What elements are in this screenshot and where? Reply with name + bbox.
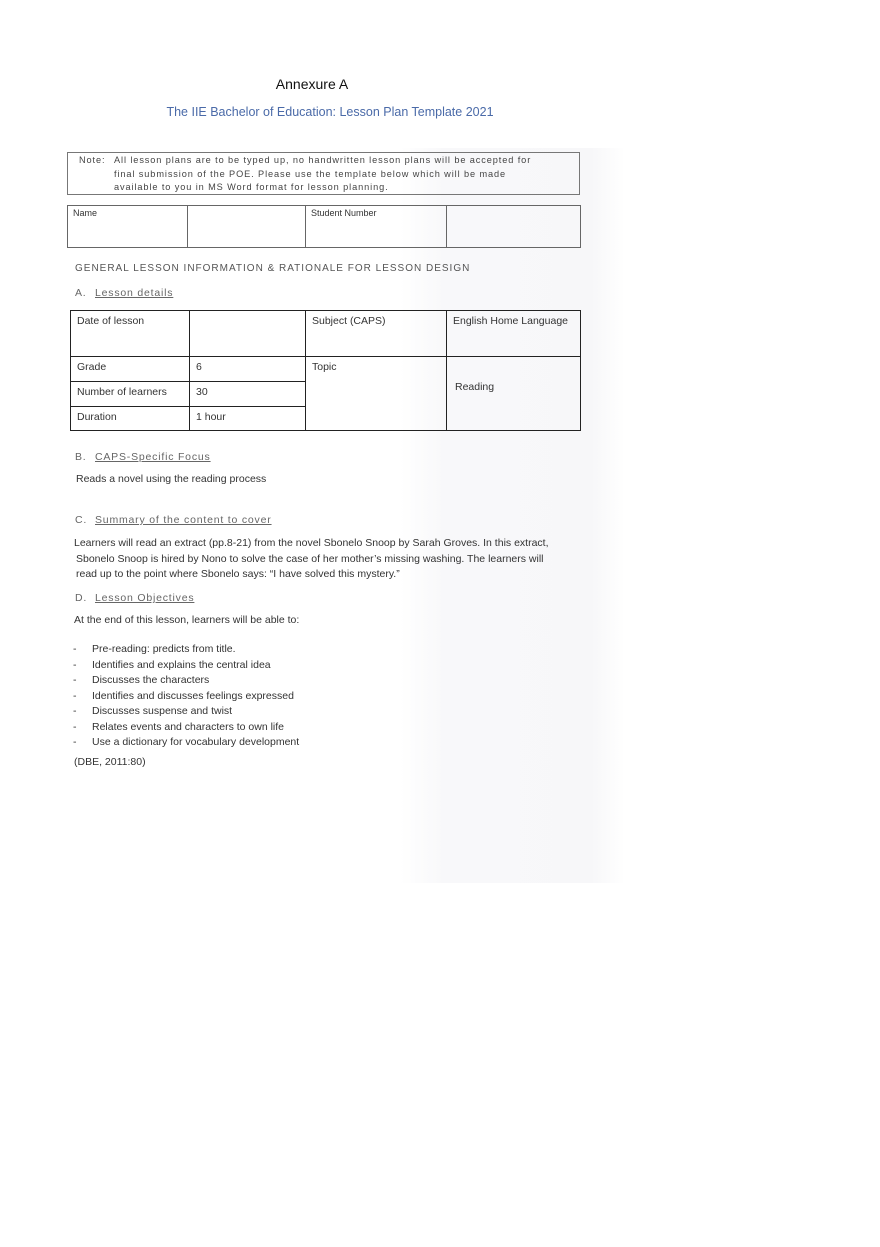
list-item: [73, 642, 299, 658]
list-item: [73, 720, 299, 736]
list-item: [73, 658, 299, 674]
bullet: -: [73, 674, 77, 686]
student-number-label: Student Number: [306, 206, 447, 248]
list-item: [73, 689, 299, 705]
bullet: -: [73, 720, 77, 733]
student-number-field[interactable]: [447, 206, 581, 248]
objective-text: Identifies and discusses feelings expressed: [92, 689, 294, 702]
summary-line: Sbonelo Snoop is hired by Nono to solve the case of her mother’s missing washing. The learners will: [76, 552, 544, 565]
background-shade: [400, 148, 625, 883]
objective-text: Discusses suspense and twist: [92, 705, 233, 717]
duration-label: Duration: [71, 407, 190, 431]
subject-label: Subject (CAPS): [306, 311, 447, 357]
objective-text: Identifies and explains the central idea: [92, 658, 271, 671]
list-item: [73, 735, 299, 751]
lesson-details-table: [70, 310, 581, 431]
learners-value: 30: [190, 382, 306, 407]
grade-label: Grade: [71, 357, 190, 382]
date-label: Date of lesson: [71, 311, 190, 357]
note-label: Note:: [79, 155, 106, 165]
note-row-1: [79, 154, 579, 168]
note-line: final submission of the POE. Please use the template below which will be made: [114, 168, 507, 179]
objective-text: Pre-reading: predicts from title.: [92, 643, 236, 655]
name-label: Name: [68, 206, 188, 248]
section-a-title: Lesson details: [95, 287, 174, 299]
summary-line: read up to the point where Sbonelo says: “I have solved this mystery.”: [76, 568, 400, 580]
section-d-heading: [75, 592, 194, 604]
caps-focus-text: Reads a novel using the reading process: [76, 473, 267, 485]
objective-text: Use a dictionary for vocabulary development: [92, 736, 300, 748]
duration-value: 1 hour: [190, 407, 306, 431]
grade-value: 6: [190, 357, 306, 382]
objectives-intro: At the end of this lesson, learners will be able to:: [74, 614, 300, 626]
section-b-heading: [75, 451, 211, 463]
section-d-title: Lesson Objectives: [95, 592, 195, 604]
name-field[interactable]: [188, 206, 306, 248]
student-info-table: [67, 205, 581, 248]
learners-label: Number of learners: [71, 382, 190, 407]
section-d-letter: D.: [75, 592, 88, 604]
note-line: available to you in MS Word format for lesson planning.: [114, 182, 389, 192]
document-subtitle: The IIE Bachelor of Education: Lesson Plan Template 2021: [166, 105, 494, 119]
bullet: -: [73, 736, 77, 748]
topic-label: Topic: [306, 357, 447, 431]
subject-value: English Home Language: [447, 311, 581, 357]
objectives-list: [73, 642, 299, 751]
section-a-heading: [75, 287, 173, 299]
topic-value: Reading: [447, 357, 581, 431]
note-row-2: [79, 168, 579, 182]
content-summary: [74, 536, 574, 583]
section-c-letter: C.: [75, 514, 88, 526]
general-info-heading: GENERAL LESSON INFORMATION & RATIONALE FOR LESSON DESIGN: [75, 263, 471, 274]
note-row-3: [79, 181, 579, 195]
objective-text: Discusses the characters: [92, 674, 210, 686]
bullet: -: [73, 658, 77, 671]
section-c-heading: [75, 514, 272, 526]
note-line: All lesson plans are to be typed up, no handwritten lesson plans will be accepted for: [114, 155, 532, 165]
section-b-title: CAPS-Specific Focus: [95, 451, 211, 463]
bullet: -: [73, 705, 77, 717]
note-box: [67, 152, 580, 195]
citation: (DBE, 2011:80): [74, 756, 146, 768]
bullet: -: [73, 689, 77, 702]
section-c-title: Summary of the content to cover: [95, 514, 272, 526]
list-item: [73, 704, 299, 720]
bullet: -: [73, 643, 77, 655]
section-a-letter: A.: [75, 287, 87, 299]
date-field[interactable]: [190, 311, 306, 357]
objective-text: Relates events and characters to own life: [92, 720, 285, 733]
list-item: [73, 673, 299, 689]
document-title: Annexure A: [275, 76, 349, 92]
summary-line: Learners will read an extract (pp.8-21) from the novel Sbonelo Snoop by Sarah Groves. In this extract,: [74, 537, 549, 549]
section-b-letter: B.: [75, 451, 87, 463]
